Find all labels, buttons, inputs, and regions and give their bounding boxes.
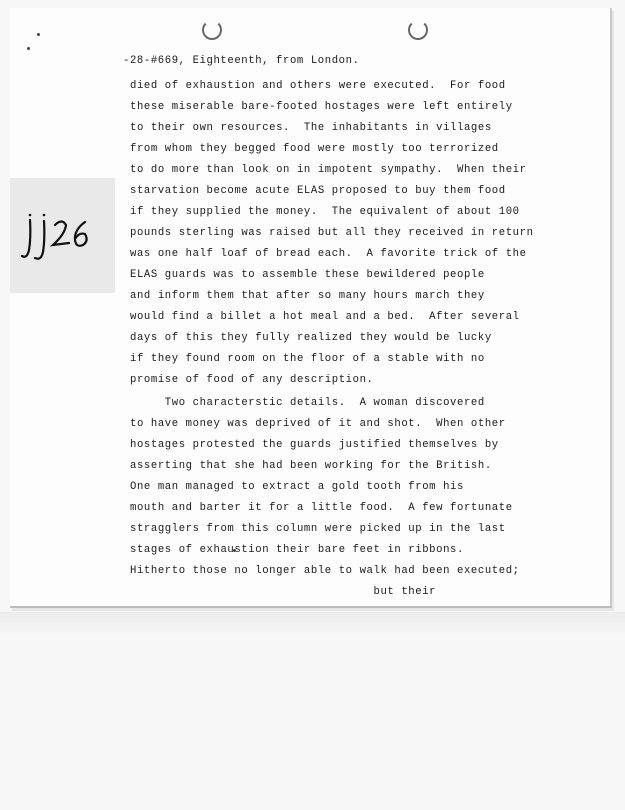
text-line: hostages protested the guards justified themselves by bbox=[130, 439, 499, 451]
scan-speck bbox=[27, 47, 30, 50]
text-line: but their bbox=[130, 586, 437, 598]
text-line: stragglers from this column were picked up in the last bbox=[130, 523, 506, 535]
text-line: starvation become acute ELAS proposed to buy them food bbox=[130, 185, 506, 197]
text-line: One man managed to extract a gold tooth from his bbox=[130, 481, 464, 493]
text-line: asserting that she had been working for the British. bbox=[130, 460, 492, 472]
text-line: if they found room on the floor of a stable with no bbox=[130, 353, 485, 365]
text-line: was one half loaf of bread each. A favorite trick of the bbox=[130, 248, 527, 260]
punch-hole-right bbox=[408, 20, 428, 40]
text-line: died of exhaustion and others were executed. For food bbox=[130, 80, 506, 92]
text-line: and inform them that after so many hours march they bbox=[130, 290, 485, 302]
text-line: from whom they begged food were mostly too terrorized bbox=[130, 143, 499, 155]
scanner-edge bbox=[0, 612, 625, 640]
text-line: mouth and barter it for a little food. A few fortunate bbox=[130, 502, 513, 514]
text-line: stages of exhaustion their bare feet in ribbons. bbox=[130, 544, 464, 556]
punch-hole-left bbox=[202, 20, 222, 40]
text-line: to have money was deprived of it and shot. When other bbox=[130, 418, 506, 430]
text-line: Hitherto those no longer able to walk had been executed; bbox=[130, 565, 520, 577]
page-header: -28-#669, Eighteenth, from London. bbox=[123, 55, 360, 67]
scan-speck bbox=[37, 33, 40, 36]
text-line: if they supplied the money. The equivalent of about 100 bbox=[130, 206, 520, 218]
text-line: ELAS guards was to assemble these bewildered people bbox=[130, 269, 485, 281]
text-line: pounds sterling was raised but all they received in return bbox=[130, 227, 534, 239]
text-line: these miserable bare-footed hostages were left entirely bbox=[130, 101, 513, 113]
handwritten-initials-mark bbox=[18, 212, 100, 264]
text-line: would find a billet a hot meal and a bed. After several bbox=[130, 311, 520, 323]
document-page bbox=[10, 8, 612, 608]
text-line: Two characterstic details. A woman discovered bbox=[130, 397, 485, 409]
text-line: days of this they fully realized they would be lucky bbox=[130, 332, 492, 344]
text-line: to do more than look on in impotent sympathy. When their bbox=[130, 164, 527, 176]
text-line: promise of food of any description. bbox=[130, 374, 374, 386]
text-line: to their own resources. The inhabitants in villages bbox=[130, 122, 492, 134]
